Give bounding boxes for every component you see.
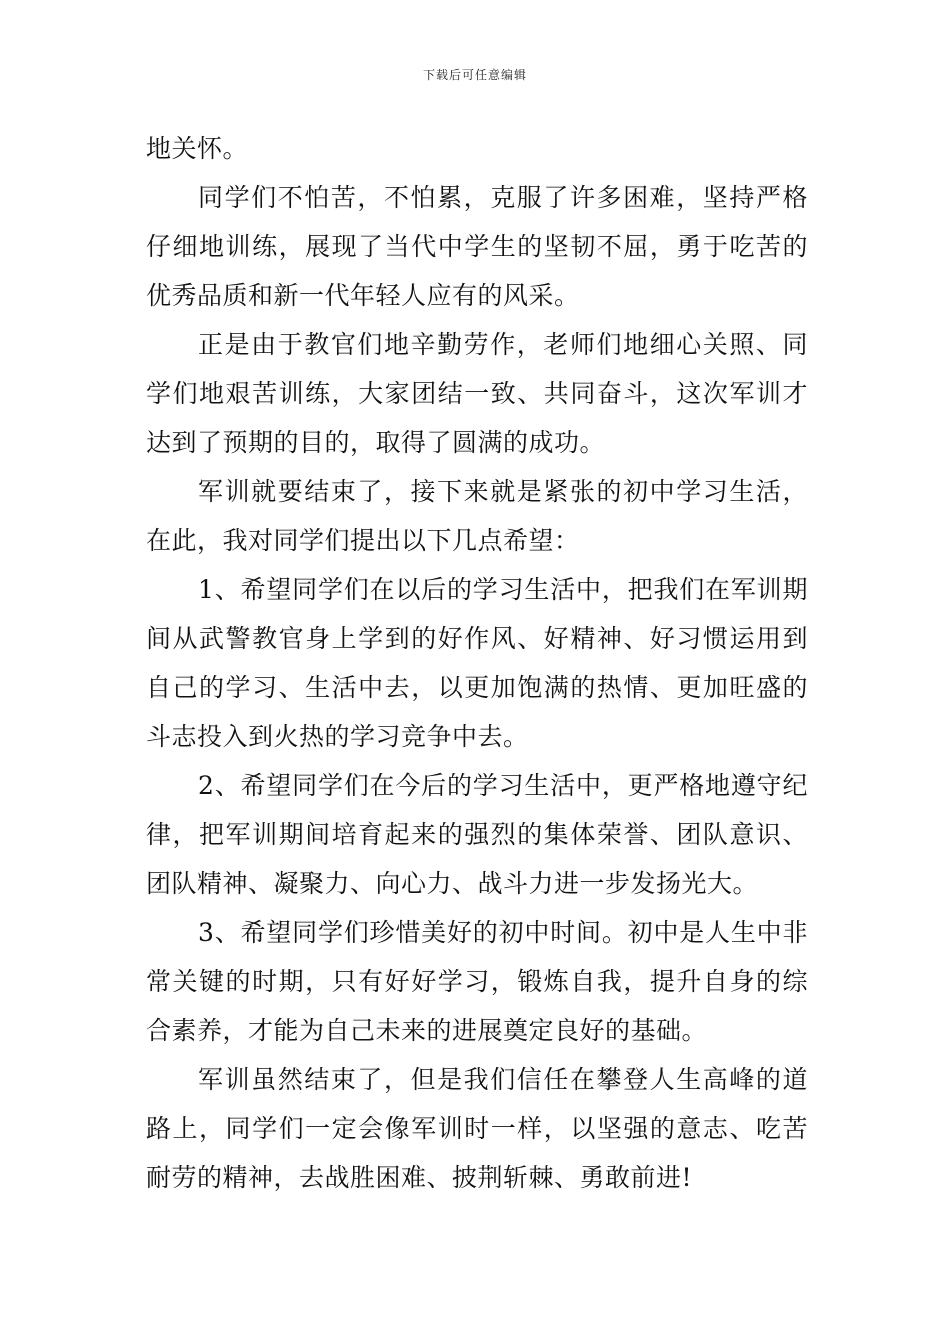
- paragraph-5: 1、希望同学们在以后的学习生活中，把我们在军训期间从武警教官身上学到的好作风、好精神、好习惯运用到自己的学习、生活中去，以更加饱满的热情、更加旺盛的斗志投入到火热的学习竞争中去。: [146, 575, 808, 751]
- page-header: 下载后可任意编辑: [422, 68, 527, 82]
- paragraph-8: 军训虽然结束了，但是我们信任在攀登人生高峰的道路上，同学们一定会像军训时一样，以坚强的意志、吃苦耐劳的精神，去战胜困难、披荆斩棘、勇敢前进!: [146, 1065, 808, 1192]
- document-body: [146, 124, 808, 1202]
- paragraph-2: 同学们不怕苦，不怕累，克服了许多困难，坚持严格仔细地训练，展现了当代中学生的坚韧不屈，勇于吃苦的优秀品质和新一代年轻人应有的风采。: [146, 183, 808, 310]
- paragraph-7: 3、希望同学们珍惜美好的初中时间。初中是人生中非常关键的时期，只有好好学习，锻炼自我，提升自身的综合素养，才能为自己未来的进展奠定良好的基础。: [146, 918, 808, 1045]
- paragraph-4: 军训就要结束了，接下来就是紧张的初中学习生活，在此，我对同学们提出以下几点希望：: [146, 477, 808, 555]
- paragraph-3: 正是由于教官们地辛勤劳作，老师们地细心关照、同学们地艰苦训练，大家团结一致、共同奋斗，这次军训才达到了预期的目的，取得了圆满的成功。: [146, 330, 808, 457]
- paragraph-6: 2、希望同学们在今后的学习生活中，更严格地遵守纪律，把军训期间培育起来的强烈的集体荣誉、团队意识、团队精神、凝聚力、向心力、战斗力进一步发扬光大。: [146, 771, 808, 898]
- paragraph-1: 地关怀。: [146, 134, 249, 163]
